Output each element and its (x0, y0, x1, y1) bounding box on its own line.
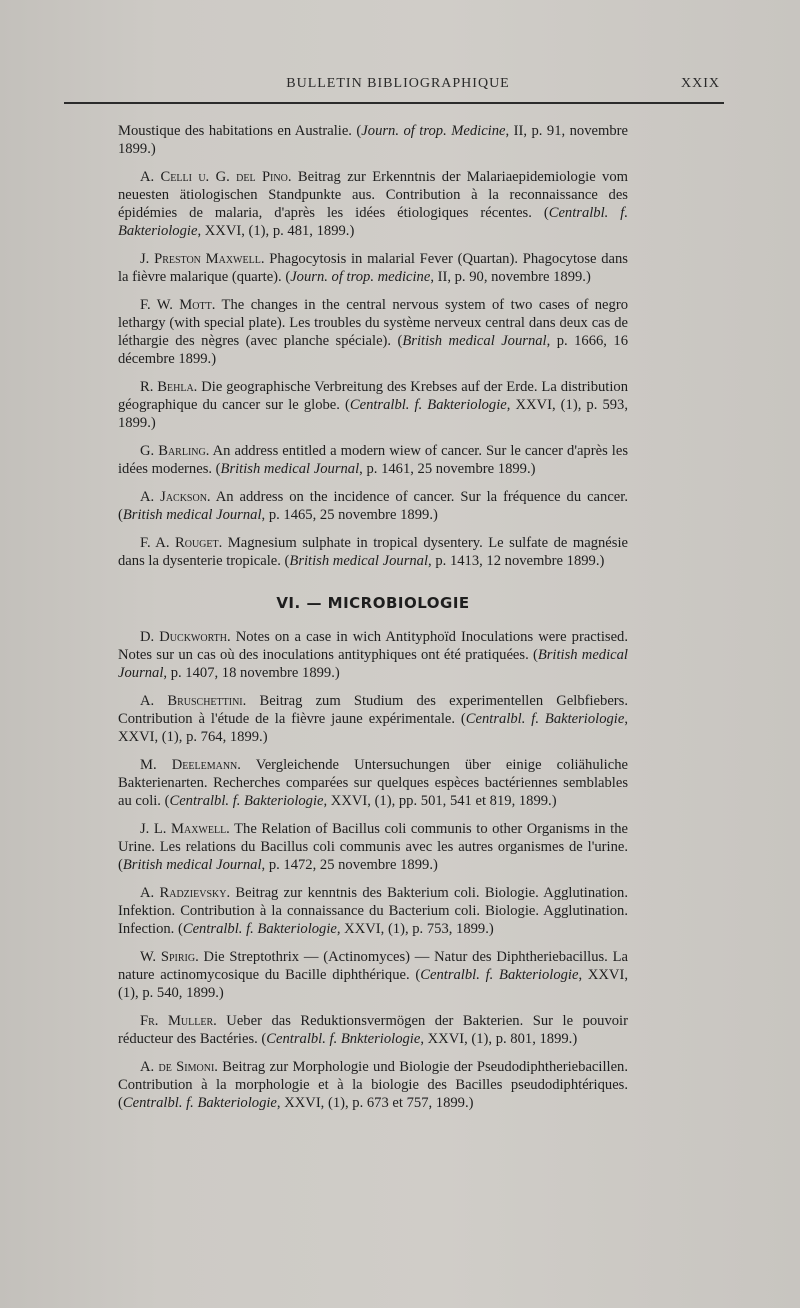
entry-reference: , p. 1461, 25 novembre 1899.) (359, 461, 536, 477)
entry-reference: , XXVI, (1), p. 673 et 757, 1899.) (276, 1095, 474, 1111)
entry-author: J. Preston Maxwell. (140, 251, 265, 267)
entry-text: Moustique des habitations en Australie. ( (118, 123, 362, 139)
entry-author: M. Deelemann. (140, 757, 241, 773)
entry-source: British medical Journal (118, 647, 628, 681)
entry-reference: , XXVI, (1), p. 801, 1899.) (420, 1031, 578, 1047)
entry-author: A. Bruschettini. (140, 693, 247, 709)
bibliography-entry (118, 692, 628, 746)
entry-text: Beitrag zum Studium des experimentellen Gelbfiebers. Contribution à l'étude de la fièvre jaune expérimentale. ( (118, 693, 628, 727)
entries-before-section (118, 122, 628, 570)
entry-author: A. de Simoni. (140, 1059, 218, 1075)
entry-source: Journ. of trop. medicine (290, 269, 431, 285)
entry-source: Centralbl. f. Bakteriologie (169, 793, 324, 809)
entry-text: Beitrag zur Morphologie und Biologie der Pseudodiphtheriebacillen. Contribution à la morphologie et à la biologie des Bacilles pseudodiphtériques. ( (118, 1059, 628, 1111)
entry-author: W. Spirig. (140, 949, 199, 965)
bibliography-entry (118, 168, 628, 240)
entry-source: British medical Journal (402, 333, 547, 349)
entry-text: Die geographische Verbreitung des Krebses auf der Erde. La distribution géographique du cancer sur le globe. ( (118, 379, 628, 413)
entry-text: Vergleichende Untersuchungen über einige coliähuliche Bakterienarten. Recherches comparées sur quelques espèces bactériennes semblables au coli. ( (118, 757, 628, 809)
entry-source: British medical Journal (122, 857, 262, 873)
entry-text: Beitrag zur Erkenntnis der Malariaepidemiologie vom neuesten ätiologischen Standpunkte aus. Contribution à la reconnaissance des épidémies de malaria, d'après les idées étiologiques récentes. ( (118, 169, 628, 221)
entry-source: Centralbl. f. Bakteriologie (122, 1095, 277, 1111)
bibliography-entry (118, 442, 628, 478)
entry-author: F. A. Rouget. (140, 535, 223, 551)
entry-source: British medical Journal (220, 461, 360, 477)
entry-author: Fr. Muller. (140, 1013, 217, 1029)
entry-source: Centralbl. f. Bakteriologie (465, 711, 625, 727)
bibliography-entry (118, 884, 628, 938)
bibliography-entry (118, 1012, 628, 1048)
header-title: BULLETIN BIBLIOGRAPHIQUE (286, 76, 510, 91)
page-number: XXIX (681, 76, 720, 91)
entry-source: Centralbl. f. Bnkteriologie (266, 1031, 421, 1047)
bibliography-entry (118, 628, 628, 682)
entry-reference: , XXVI, (1), pp. 501, 541 et 819, 1899.) (323, 793, 557, 809)
bibliography-entry (118, 250, 628, 286)
bibliography-entry (118, 756, 628, 810)
bibliography-entry (118, 1058, 628, 1112)
entry-reference: , II, p. 91, novembre 1899.) (118, 123, 628, 157)
entry-text: An address on the incidence of cancer. Sur la fréquence du cancer. ( (118, 489, 628, 523)
entry-text: An address entitled a modern wiew of cancer. Sur le cancer d'après les idées modernes. ( (118, 443, 628, 477)
entry-reference: , p. 1472, 25 novembre 1899.) (261, 857, 438, 873)
entry-source: British medical Journal (289, 553, 429, 569)
bibliography-body (118, 122, 628, 1122)
section-heading: VI. — MICROBIOLOGIE (276, 594, 470, 612)
entry-author: R. Behla. (140, 379, 198, 395)
entry-source: British medical Journal (122, 507, 262, 523)
entry-text: Magnesium sulphate in tropical dysentery. Le sulfate de magnésie dans la dysenterie tropicale. ( (118, 535, 628, 569)
entry-reference: , XXVI, (1), p. 481, 1899.) (197, 223, 355, 239)
entries-after-section (118, 628, 628, 1112)
entry-text: Beitrag zur kenntnis des Bakterium coli. Biologie. Agglutination. Infektion. Contribution à la connaissance du Bacterium coli. Biologie. Agglutination. Infection. ( (118, 885, 628, 937)
entry-author: J. L. Maxwell. (140, 821, 230, 837)
entry-text: Notes on a case in wich Antityphoïd Inoculations were practised. Notes sur un cas où des inoculations antityphiques ont été pratiquées. ( (118, 629, 628, 663)
entry-source: Centralbl. f. Bakteriologie (349, 397, 507, 413)
entry-text: Die Streptothrix — (Actinomyces) — Natur des Diphtheriebacillus. La nature actinomycosique du Bacille diphthérique. ( (118, 949, 629, 983)
entry-reference: , p. 1413, 12 novembre 1899.) (428, 553, 605, 569)
bibliography-entry (118, 820, 628, 874)
header-rule (64, 102, 724, 104)
entry-text: Ueber das Reduktionsvermögen der Bakterien. Sur le pouvoir réducteur des Bactéries. ( (118, 1013, 628, 1047)
running-header (88, 76, 720, 98)
entry-reference: , XXVI, (1), p. 764, 1899.) (118, 711, 628, 745)
bibliography-entry (118, 488, 628, 524)
bibliography-entry (118, 378, 628, 432)
entry-author: D. Duckworth. (140, 629, 231, 645)
entry-author: A. Celli u. G. del Pino. (140, 169, 292, 185)
bibliography-entry (118, 122, 628, 158)
entry-source: Centralbl. f. Bakteriologie (118, 205, 628, 239)
entry-author: A. Radzievsky. (140, 885, 231, 901)
bibliography-entry (118, 296, 628, 368)
entry-reference: , p. 1465, 25 novembre 1899.) (261, 507, 438, 523)
entry-reference: , XXVI, (1), p. 593, 1899.) (118, 397, 628, 431)
entry-source: Centralbl. f. Bakteriologie (182, 921, 337, 937)
entry-author: G. Barling. (140, 443, 210, 459)
entry-text: The changes in the central nervous system of two cases of negro lethargy (with special plate). Les troubles du système nerveux central dans deux cas de léthargie des nègres (avec planche spéciale). ( (118, 297, 628, 349)
bibliography-entry (118, 948, 628, 1002)
entry-reference: , p. 1666, 16 décembre 1899.) (118, 333, 628, 367)
entry-source: Journ. of trop. Medicine (361, 123, 506, 139)
entry-author: F. W. Mott. (140, 297, 216, 313)
entry-reference: , p. 1407, 18 novembre 1899.) (163, 665, 340, 681)
entry-reference: , II, p. 90, novembre 1899.) (430, 269, 591, 285)
entry-reference: , XXVI, (1), p. 753, 1899.) (336, 921, 494, 937)
entry-source: Centralbl. f. Bakteriologie (420, 967, 579, 983)
entry-text: Phagocytosis in malarial Fever (Quartan). Phagocytose dans la fièvre malarique (quarte). ( (118, 251, 628, 285)
entry-reference: , XXVI, (1), p. 540, 1899.) (118, 967, 628, 1001)
bibliography-entry (118, 534, 628, 570)
entry-text: The Relation of Bacillus coli communis to other Organisms in the Urine. Les relations du Bacillus coli communis avec les autres organismes de l'urine. ( (118, 821, 628, 873)
entry-author: A. Jackson. (140, 489, 211, 505)
